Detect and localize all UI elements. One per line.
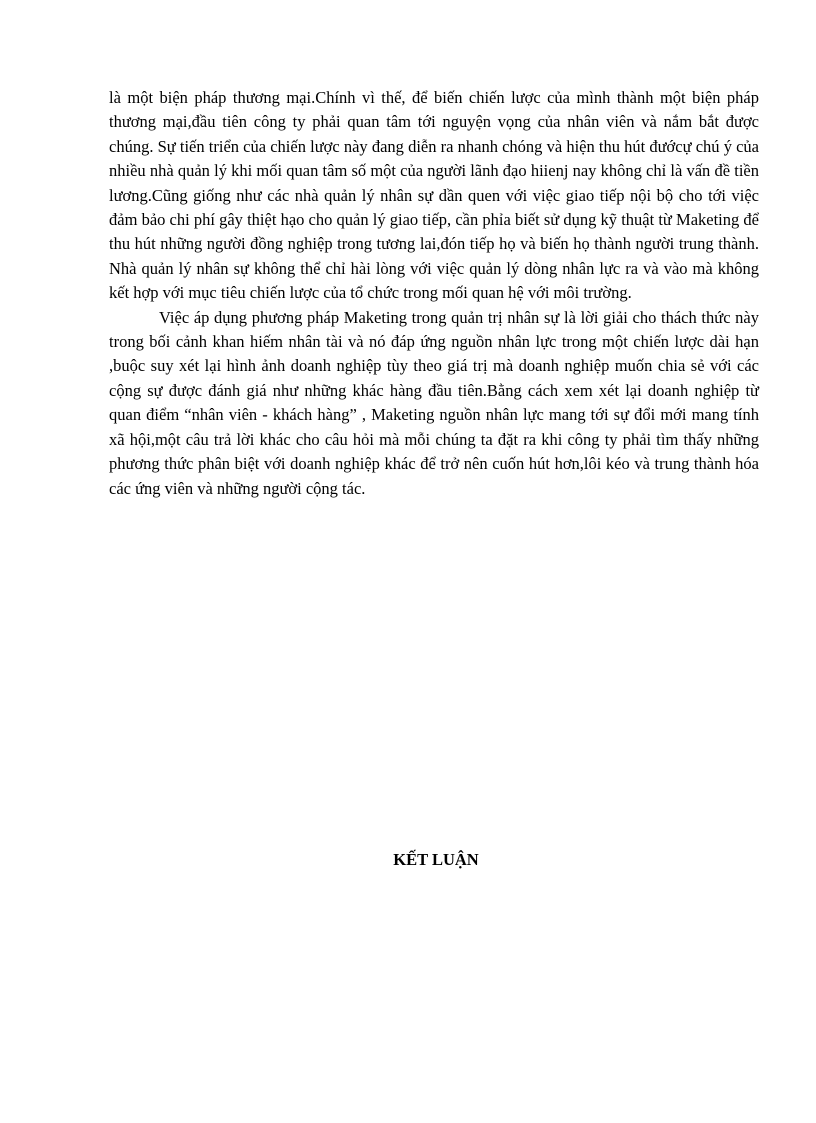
- paragraph-marketing-hr: Việc áp dụng phương pháp Maketing trong quản trị nhân sự là lời giải cho thách thức này trong bối cảnh khan hiếm nhân tài và nó đáp ứng nguồn nhân lực trong một chiến lược dài hạn ,buộc suy xét lại hình ảnh doanh nghiệp tùy theo giá trị mà doanh nghiệp muốn chia sẻ với các cộng sự được đánh giá như những khác hàng đầu tiên.Bằng cách xem xét lại doanh nghiệp từ quan điểm “nhân viên - khách hàng” , Maketing nguồn nhân lực mang tới sự đổi mới mang tính xã hội,một câu trả lời khác cho câu hỏi mà mỗi chúng ta đặt ra khi công ty phải tìm thấy những phương thức phân biệt với doanh nghiệp khác để trở nên cuốn hút hơn,lôi kéo và trung thành hóa các ứng viên và những người cộng tác.: [109, 307, 759, 498]
- section-heading-conclusion: KẾT LUẬN: [393, 850, 479, 869]
- body-text: [109, 86, 759, 501]
- paragraph-continuation: là một biện pháp thương mại.Chính vì thế, để biến chiến lược của mình thành một biện pháp thương mại,đầu tiên công ty phải quan tâm tới nguyện vọng của nhân viên và nắm bắt được chúng. Sự tiến triển của chiến lược này đang diễn ra nhanh chóng và hiện thu hút đướcự chú ý của nhiều nhà quản lý khi mối quan tâm số một của người lãnh đạo hiienj nay không chỉ là vấn đề tiền lương.Cũng giống như các nhà quản lý nhân sự dần quen với việc giao tiếp nội bộ cho tới việc đảm bảo chi phí gây thiệt hạo cho quản lý giao tiếp, cần phỉa biết sử dụng kỹ thuật từ Maketing để thu hút những người đồng nghiệp trong tương lai,đón tiếp họ và biến họ thành người trung thành. Nhà quản lý nhân sự không thể chỉ hài lòng với việc quản lý dòng nhân lực ra và vào mà không kết hợp với mục tiêu chiến lược của tổ chức trong mối quan hệ với môi trường.: [109, 88, 759, 303]
